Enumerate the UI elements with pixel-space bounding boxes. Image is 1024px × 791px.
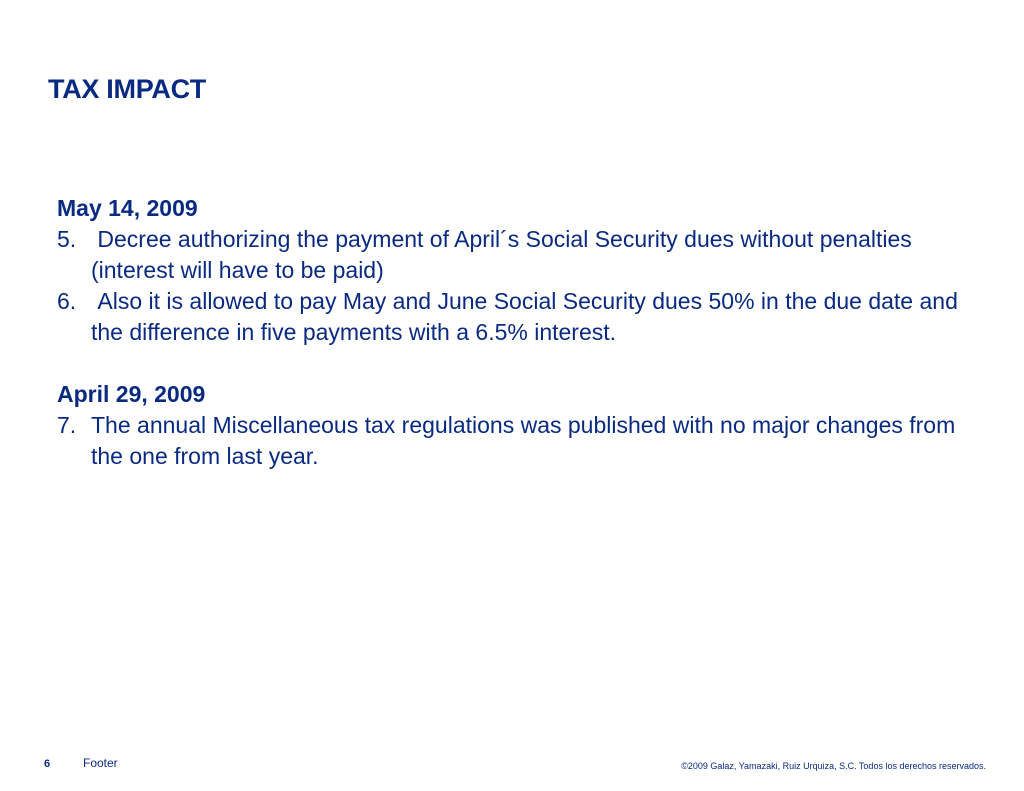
list-item [57,410,987,472]
list-item [57,286,987,348]
section-spacer [57,348,987,379]
copyright-notice: ©2009 Galaz, Yamazaki, Ruiz Urquiza, S.C. Todos los derechos reservados. [681,761,986,771]
section-heading: May 14, 2009 [57,195,198,221]
section-may-14 [57,193,987,348]
item-number: 7. [57,412,77,438]
footer-label: Footer [83,756,118,770]
slide-content [57,193,987,472]
item-number: 6. [57,288,77,314]
item-text: Decree authorizing the payment of April´s Social Security dues without penalties (interest will have to be paid) [91,226,919,283]
page-number: 6 [44,758,51,770]
item-list [57,410,987,472]
section-heading: April 29, 2009 [57,381,206,407]
section-april-29 [57,379,987,472]
item-number: 5. [57,226,77,252]
slide-title: TAX IMPACT [48,74,206,104]
item-text: The annual Miscellaneous tax regulations was published with no major changes from the one from last year. [91,412,956,469]
list-item [57,224,987,286]
item-text: Also it is allowed to pay May and June Social Security dues 50% in the due date and the difference in five payments with a 6.5% interest. [91,288,965,345]
item-list [57,224,987,348]
